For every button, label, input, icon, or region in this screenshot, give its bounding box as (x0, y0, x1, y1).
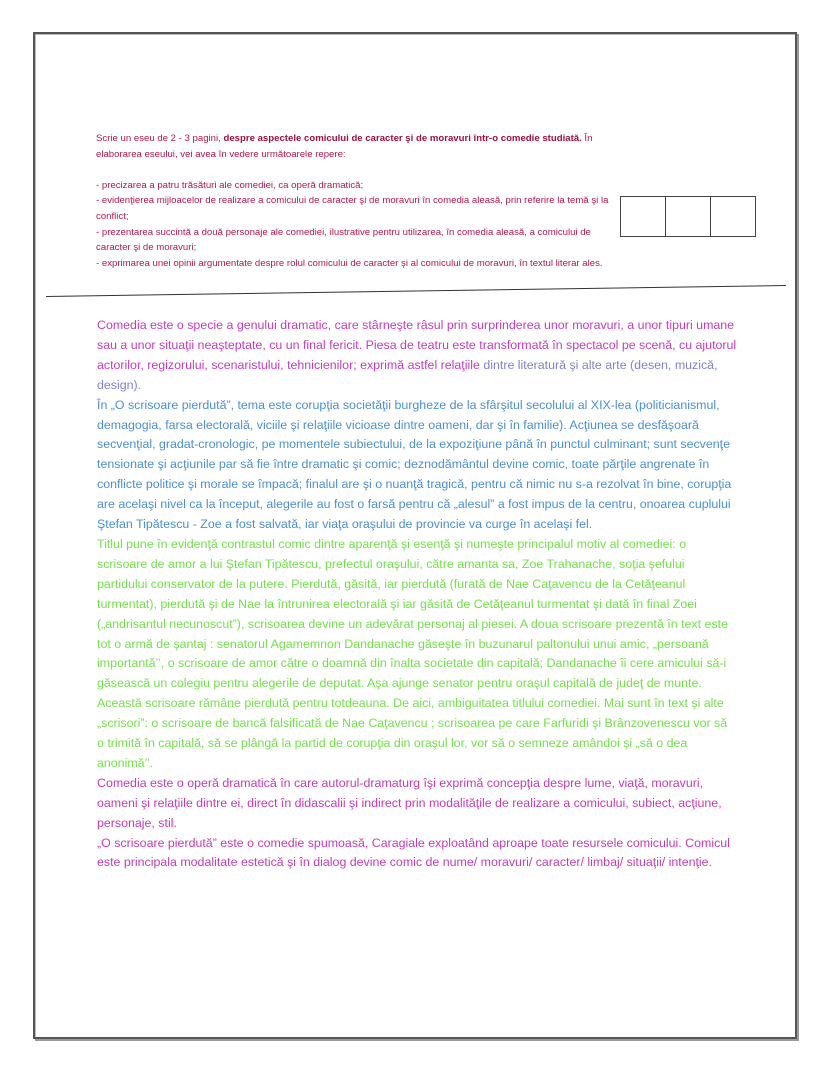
instruction-item: - exprimarea unei opinii argumentate despre rolul comicului de caracter şi al comicului de moravuri, în textul literar ales. (96, 257, 603, 269)
intro-text: Scrie un eseu de 2 - 3 pagini, (96, 133, 224, 144)
paragraph-text-end: dintre literatură şi alte arte (desen, muzică, design). (97, 357, 718, 392)
instruction-item: - precizarea a patru trăsături ale comediei, ca operă dramatică; (96, 179, 364, 191)
instruction-item: - evidenţierea mijloacelor de realizare a comicului de caracter şi de moravuri în comedia aleasă, prin referire la temă şi la conflict; (96, 195, 609, 222)
essay-paragraph-title: Titlul pune în evidenţă contrastul comic dintre aparenţă şi esenţă şi numeşte principalul motiv al comediei: o scrisoare de amor a lui Ştefan Tipătescu, prefectul oraşului, către amanta sa, Zoe Trahanache, soţia şefului partidului conservator de la putere. Pierdută, găsită, iar pierdută (furată de Nae Caţavencu de la Cetăţeanul turmentat), pierdută şi de Nae la întrunirea electorală şi iar găsită de Cetăţeanul turmentat şi dată în final Zoei („andrisantul necunoscut”), scrisoarea devine un adevărat personaj al piesei. A doua scrisoare prezentă în text este tot o armă de şantaj : senatorul Agamemnon Dandanache găseşte în buzunarul paltonului unui amic, „persoană importantă’’, o scrisoare de amor către o doamnă din înalta societate din capitală; Dandanache îi cere amicului să-i găsească un colegiu pentru alegerile de deputat. Aşa ajunge senator pentru oraşul capitală de judeţ de munte. Această scrisoare rămâne pierdută pentru totdeauna. De aici, ambiguitatea titlului comediei. Mai sunt în text şi alte „scrisori”: o scrisoare de bancă falsificată de Nae Caţavencu ; scrisoarea pe care Farfuridi şi Brânzovenescu vor să o trimită în capitală, să se plângă la partid de corupţia din oraşul lor, vor să o semneze amândoi şi „să o dea anonimă’’. (97, 536, 728, 770)
score-box (711, 197, 755, 236)
instruction-item: - prezentarea succintă a două personaje ale comediei, ilustrative pentru utilizarea, în comedia aleasă, a comicului de caracter şi de moravuri; (96, 226, 591, 254)
essay-paragraph-conclusion: „O scrisoare pierdută” este o comedie spumoasă, Caragiale exploatând aproape toate resursele comicului. Comicul este principala modalitate estetică şi în dialog devine comic de nume/ moravuri/ caracter/ limbaj/ situaţii/ intenţie. (97, 835, 730, 870)
intro-bold-text: despre aspectele comicului de caracter şi de moravuri într-o comedie studiată. (223, 133, 582, 144)
paragraph-text: Comedia este o specie a genului dramatic, care stârneşte râsul prin surprinderea unor moravuri, a unor tipuri umane sau a unor situaţii neaşteptate, cu un final fericit. Piesa de teatru este transformată în spectacol pe scenă, cu ajutorul actorilor, regizorului, scenaristului, tehnicienilor; exprimă astfel relaţiile (97, 318, 737, 372)
essay-paragraph-intro (97, 316, 737, 396)
spacer (96, 162, 616, 178)
score-box (621, 197, 666, 236)
intro-rest-text: În elaborarea eseului, vei avea în vedere următoarele repere: (96, 133, 593, 160)
score-box (666, 197, 711, 236)
essay-paragraph-conception: Comedia este o operă dramatică în care autorul-dramaturg îşi exprimă concepţia despre lume, viaţă, moravuri, oameni şi relaţiile dintre ei, direct în didascalii şi indirect prin modalităţile de realizare a comicului, subiect, acţiune, personaje, stil. (97, 775, 722, 830)
score-boxes (620, 196, 756, 237)
instructions-intro (96, 131, 616, 162)
essay-body (97, 316, 737, 873)
essay-paragraph-theme: În „O scrisoare pierdută”, tema este corupţia societăţii burgheze de la sfârşitul secolului al XIX-lea (politicianismul, demagogia, farsa electorală, viciile şi relaţiile vicioase dintre oameni, dar şi în familie). Acţiunea se desfăşoară secvenţial, gradat-cronologic, pe momentele subiectului, de la expoziţiune până în punctul culminant; sunt secvenţe tensionate şi acţiunile par să fie între dramatic şi comic; deznodământul devine comic, toate părţile angrenate în conflicte politice şi morale se împacă; finalul are şi o nuanţă tragică, pentru că nimic nu s-a rezolvat în bine, corupţia are acelaşi nivel ca la început, alegerile au fost o farsă pentru că „alesul” a fost impus de la centru, onoarea cuplului Ştefan Tipătescu - Zoe a fost salvată, iar viaţa oraşului de provincie va curge în acelaşi fel. (97, 397, 732, 532)
essay-instructions (96, 131, 616, 271)
